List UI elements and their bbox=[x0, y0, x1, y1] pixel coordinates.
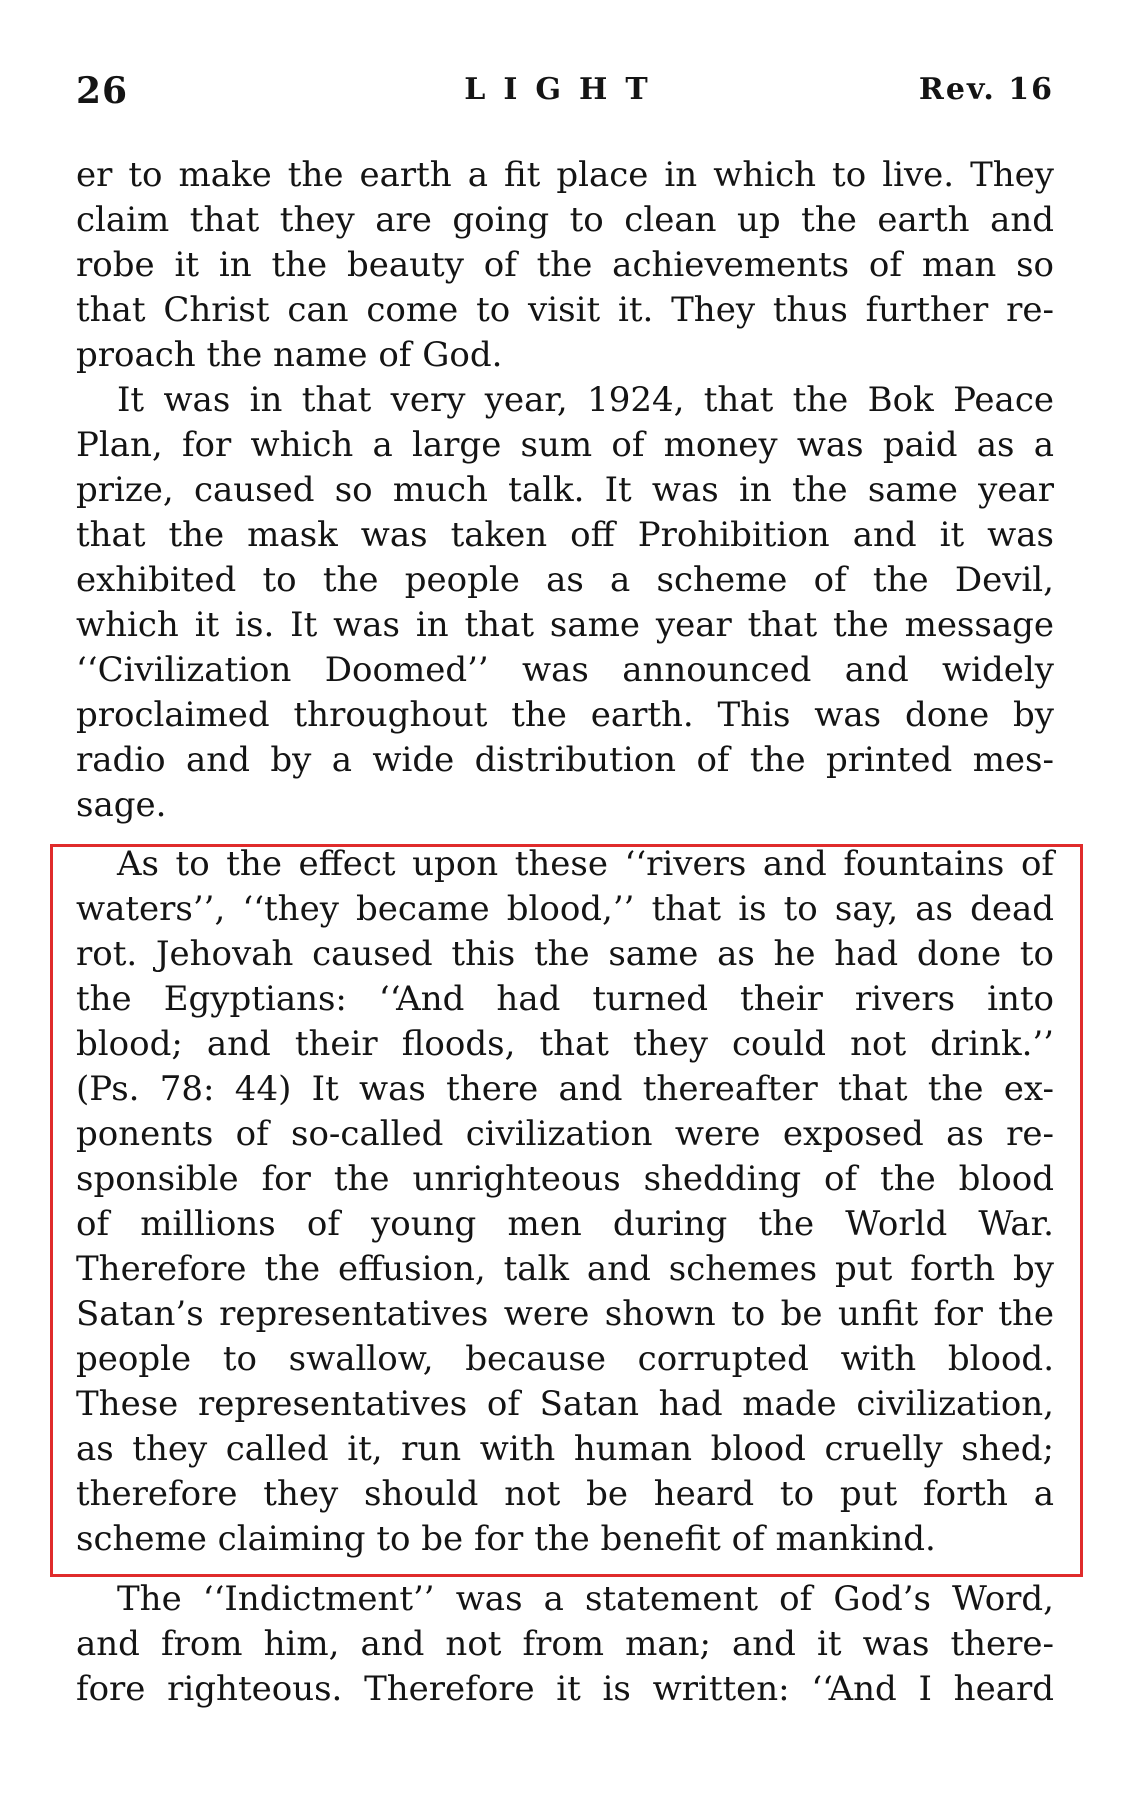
text-line: ponents of so-called civilization were exposed as re- bbox=[76, 1114, 1054, 1154]
text-line: ‘‘Civilization Doomed’’ was announced and widely bbox=[76, 650, 1054, 690]
chapter-reference: Rev. 16 bbox=[918, 72, 1054, 107]
text-line: Therefore the effusion, talk and schemes put forth by bbox=[76, 1249, 1054, 1289]
text-line: As to the effect upon these ‘‘rivers and fountains of bbox=[117, 844, 1054, 884]
text-line: blood; and their floods, that they could not drink.’’ bbox=[76, 1024, 1054, 1064]
text-line: therefore they should not be heard to put forth a bbox=[76, 1474, 1054, 1514]
text-line: proclaimed throughout the earth. This was done by bbox=[76, 695, 1054, 735]
text-line: (Ps. 78: 44) It was there and thereafter that the ex- bbox=[76, 1069, 1054, 1109]
text-line: radio and by a wide distribution of the printed mes- bbox=[76, 740, 1054, 780]
text-line: It was in that very year, 1924, that the Bok Peace bbox=[117, 380, 1054, 420]
text-line: sage. bbox=[76, 785, 167, 825]
text-line: Plan, for which a large sum of money was paid as a bbox=[76, 425, 1054, 465]
text-line: These representatives of Satan had made civilization, bbox=[76, 1384, 1054, 1424]
text-line: proach the name of God. bbox=[76, 335, 503, 375]
text-line: fore righteous. Therefore it is written: ‘‘And I heard bbox=[76, 1669, 1054, 1709]
text-line: the Egyptians: ‘‘And had turned their rivers into bbox=[76, 979, 1054, 1019]
text-line: that the mask was taken off Prohibition and it was bbox=[76, 515, 1054, 555]
text-line: Satan’s representatives were shown to be unfit for the bbox=[76, 1294, 1054, 1334]
text-line: prize, caused so much talk. It was in the same year bbox=[76, 470, 1054, 510]
text-line: which it is. It was in that same year that the message bbox=[76, 605, 1054, 645]
page-number: 26 bbox=[76, 70, 129, 112]
text-line: of millions of young men during the World War. bbox=[76, 1204, 1054, 1244]
text-line: exhibited to the people as a scheme of the Devil, bbox=[76, 560, 1054, 600]
text-line: The ‘‘Indictment’’ was a statement of God’s Word, bbox=[117, 1579, 1054, 1619]
text-line: that Christ can come to visit it. They thus further re- bbox=[76, 290, 1054, 330]
page-header bbox=[76, 70, 1054, 114]
text-line: claim that they are going to clean up the earth and bbox=[76, 200, 1054, 240]
text-line: scheme claiming to be for the benefit of mankind. bbox=[76, 1519, 936, 1559]
text-line: as they called it, run with human blood cruelly shed; bbox=[76, 1429, 1054, 1469]
text-line: waters’’, ‘‘they became blood,’’ that is to say, as dead bbox=[76, 889, 1054, 929]
text-line: rot. Jehovah caused this the same as he had done to bbox=[76, 934, 1054, 974]
text-line: robe it in the beauty of the achievements of man so bbox=[76, 245, 1054, 285]
text-line: sponsible for the unrighteous shedding of the blood bbox=[76, 1159, 1054, 1199]
running-title: LIGHT bbox=[464, 72, 666, 107]
text-line: and from him, and not from man; and it was there- bbox=[76, 1624, 1054, 1664]
text-line: er to make the earth a fit place in which to live. They bbox=[76, 155, 1054, 195]
text-line: people to swallow, because corrupted with blood. bbox=[76, 1339, 1054, 1379]
